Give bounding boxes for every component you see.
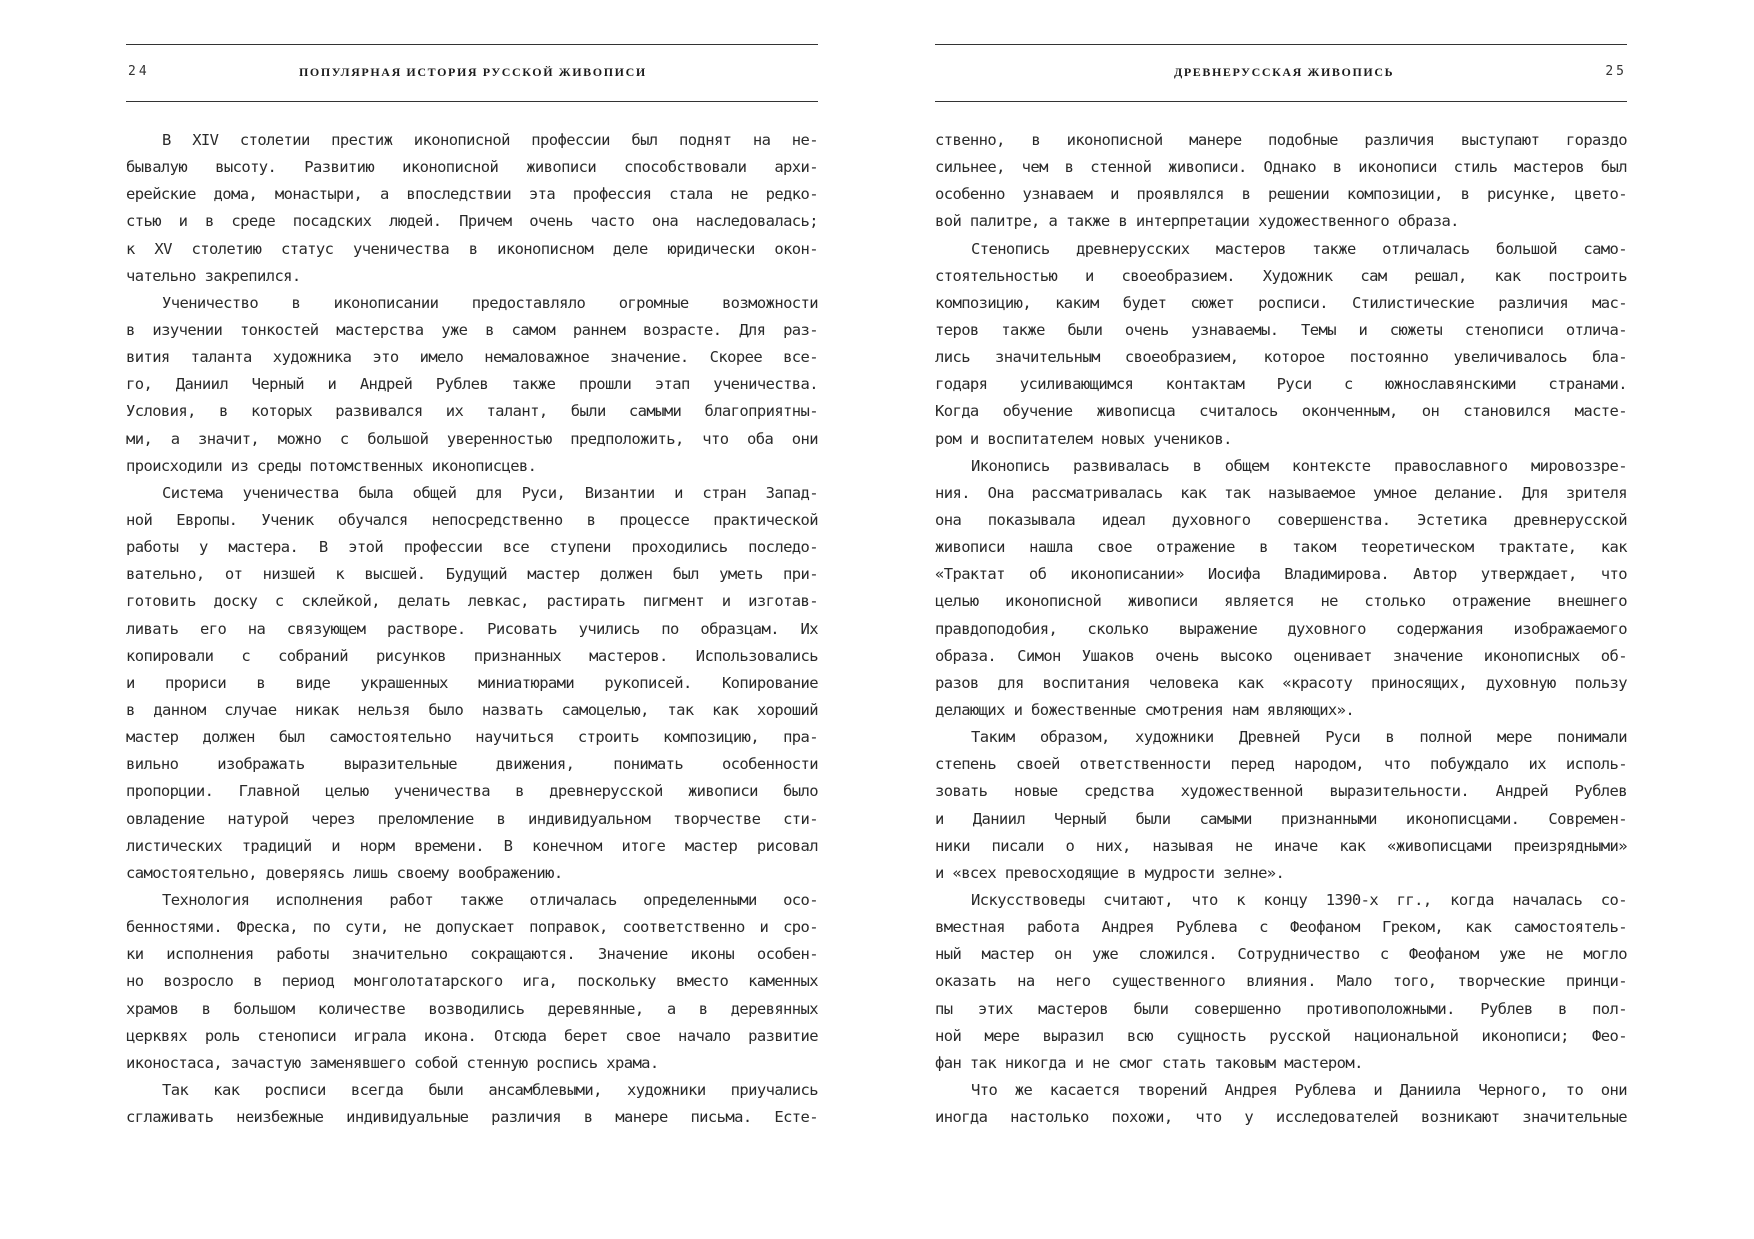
page-number: 25 xyxy=(1605,64,1627,79)
text-line: стью и в среде посадских людей. Причем очень часто она наследовалась; xyxy=(126,212,818,231)
text-line: теров также были очень узнаваемы. Темы и сюжеты стенописи отлича- xyxy=(935,320,1627,339)
text-line: оказать на него существенного влияния. Мало того, творческие принци- xyxy=(935,972,1627,991)
page-number: 24 xyxy=(128,64,150,79)
text-line: работы у мастера. В этой профессии все ступени проходились последо- xyxy=(126,538,818,557)
text-line: Ученичество в иконописании предоставляло огромные возможности xyxy=(162,293,818,312)
text-line: годаря усиливающимся контактам Руси с южнославянскими странами. xyxy=(935,375,1627,394)
text-line: вильно изображать выразительные движения, понимать особенности xyxy=(126,755,818,774)
text-line: образа. Симон Ушаков очень высоко оценивает значение иконописных об- xyxy=(935,646,1627,665)
text-line: иногда настолько похожи, что у исследователей возникают значительные xyxy=(935,1108,1627,1127)
right-page xyxy=(935,0,1627,1239)
text-line: Так как росписи всегда были ансамблевыми, художники приучались xyxy=(162,1080,818,1099)
text-line: степень своей ответственности перед народом, что побуждало их исполь- xyxy=(935,755,1627,774)
running-head xyxy=(126,62,818,84)
header-rule-top xyxy=(126,44,818,45)
text-line: ственно, в иконописной манере подобные различия выступают гораздо xyxy=(935,131,1627,149)
text-line: она показывала идеал духовного совершенства. Эстетика древнерусской xyxy=(935,510,1627,529)
text-line: в данном случае никак нельзя было назвать самоцелью, так как хороший xyxy=(126,700,818,719)
text-line: делающих и божественные смотрения нам являющих». xyxy=(935,700,1355,719)
left-page xyxy=(126,0,818,1239)
text-line: Когда обучение живописца считалось оконченным, он становился масте- xyxy=(935,402,1627,421)
body-text xyxy=(935,127,1627,1131)
text-line: ния. Она рассматривалась как так называемое умное делание. Для зрителя xyxy=(935,483,1627,502)
running-head-title: ПОПУЛЯРНАЯ ИСТОРИЯ РУССКОЙ ЖИВОПИСИ xyxy=(299,65,647,79)
text-line: листических традиций и норм времени. В конечном итоге мастер рисовал xyxy=(126,836,818,855)
text-line: ерейские дома, монастыри, а впоследствии эта профессия стала не редко- xyxy=(126,185,818,204)
text-line: ной Европы. Ученик обучался непосредственно в процессе практической xyxy=(126,510,818,529)
text-line: пы этих мастеров были совершенно противоположными. Рублев в пол- xyxy=(935,999,1627,1018)
text-line: целью иконописной живописи является не столько отражение внешнего xyxy=(935,592,1627,611)
text-line: храмов в большом количестве возводились деревянные, а в деревянных xyxy=(126,999,818,1018)
text-line: пропорции. Главной целью ученичества в древнерусской живописи было xyxy=(126,782,818,801)
text-line: мастер должен был самостоятельно научиться строить композицию, пра- xyxy=(126,728,818,747)
text-line: Что же касается творений Андрея Рублева и Даниила Черного, то они xyxy=(971,1080,1627,1099)
text-line: ливать его на связующем растворе. Рисовать учились по образцам. Их xyxy=(126,619,818,638)
text-line: ники писали о них, называя не иначе как «живописцами преизрядными» xyxy=(935,836,1627,855)
text-line: овладение натурой через преломление в индивидуальном творчестве сти- xyxy=(126,809,818,828)
text-line: ми, а значит, можно с большой уверенностью предположить, что оба они xyxy=(126,429,818,448)
text-line: ной мере выразил всю сущность русской национальной иконописи; Фео- xyxy=(935,1026,1627,1045)
body-text xyxy=(126,127,818,1131)
header-rule-bottom xyxy=(126,101,818,102)
text-line: самостоятельно, доверяясь лишь своему воображению. xyxy=(126,863,563,882)
text-line: Система ученичества была общей для Руси, Византии и стран Запад- xyxy=(162,483,818,502)
running-head xyxy=(935,62,1627,84)
text-line: лись значительным своеобразием, которое постоянно увеличивалось бла- xyxy=(935,348,1627,367)
text-line: иконостаса, зачастую заменявшего собой стенную роспись храма. xyxy=(126,1053,659,1072)
text-line: Таким образом, художники Древней Руси в полной мере понимали xyxy=(971,728,1627,747)
text-line: в изучении тонкостей мастерства уже в самом раннем возрасте. Для раз- xyxy=(126,320,818,339)
text-line: вития таланта художника это имело немаловажное значение. Скорее все- xyxy=(126,348,818,367)
text-line: и «всех превосходящие в мудрости зелне». xyxy=(935,863,1285,882)
text-line: разов для воспитания человека как «красоту приносящих, духовную пользу xyxy=(935,673,1627,692)
text-line: сглаживать неизбежные индивидуальные различия в манере письма. Есте- xyxy=(126,1108,818,1127)
text-line: ром и воспитателем новых учеников. xyxy=(935,429,1232,448)
text-line: Стенопись древнерусских мастеров также отличалась большой само- xyxy=(971,239,1627,258)
text-line: Условия, в которых развивался их талант, были самыми благоприятны- xyxy=(126,402,818,421)
text-line: ный мастер он уже сложился. Сотрудничество с Феофаном уже не могло xyxy=(935,945,1627,964)
text-line: «Трактат об иконописании» Иосифа Владимирова. Автор утверждает, что xyxy=(935,565,1627,584)
text-line: чательно закрепился. xyxy=(126,266,301,285)
text-line: Иконопись развивалась в общем контексте православного мировоззре- xyxy=(971,456,1627,475)
text-line: вой палитре, а также в интерпретации художественного образа. xyxy=(935,212,1459,231)
text-line: и Даниил Черный были самыми признанными иконописцами. Современ- xyxy=(935,809,1627,828)
text-line: стоятельностью и своеобразием. Художник сам решал, как построить xyxy=(935,266,1627,285)
text-line: церквях роль стенописи играла икона. Отсюда берет свое начало развитие xyxy=(126,1026,818,1045)
header-rule-top xyxy=(935,44,1627,45)
text-line: сильнее, чем в стенной живописи. Однако в иконописи стиль мастеров был xyxy=(935,158,1627,177)
text-line: бывалую высоту. Развитию иконописной живописи способствовали архи- xyxy=(126,158,818,177)
text-line: Искусствоведы считают, что к концу 1390-х гг., когда началась со- xyxy=(971,890,1627,909)
text-line: особенно узнаваем и проявлялся в решении композиции, в рисунке, цвето- xyxy=(935,185,1627,204)
header-rule-bottom xyxy=(935,101,1627,102)
text-line: композицию, каким будет сюжет росписи. Стилистические различия мас- xyxy=(935,293,1627,312)
text-line: происходили из среды потомственных иконописцев. xyxy=(126,456,537,475)
text-line: вательно, от низшей к высшей. Будущий мастер должен был уметь при- xyxy=(126,565,818,584)
text-line: к XV столетию статус ученичества в иконописном деле юридически окон- xyxy=(126,239,818,258)
text-line: зовать новые средства художественной выразительности. Андрей Рублев xyxy=(935,782,1627,801)
text-line: готовить доску с склейкой, делать левкас, растирать пигмент и изготав- xyxy=(126,592,818,611)
text-line: ки исполнения работы значительно сокращаются. Значение иконы особен- xyxy=(126,945,818,964)
text-line: копировали с собраний рисунков признанных мастеров. Использовались xyxy=(126,646,818,665)
text-line: и прориси в виде украшенных миниатюрами рукописей. Копирование xyxy=(126,673,818,692)
text-line: В XIV столетии престиж иконописной профессии был поднят на не- xyxy=(162,131,818,149)
text-line: живописи нашла свое отражение в таком теоретическом трактате, как xyxy=(935,538,1627,557)
text-line: го, Даниил Черный и Андрей Рублев также прошли этап ученичества. xyxy=(126,375,818,394)
running-head-title: ДРЕВНЕРУССКАЯ ЖИВОПИСЬ xyxy=(1174,65,1395,79)
text-line: но возросло в период монголотатарского ига, поскольку вместо каменных xyxy=(126,972,818,991)
text-line: фан так никогда и не смог стать таковым мастером. xyxy=(935,1053,1363,1072)
text-line: бенностями. Фреска, по сути, не допускает поправок, соответственно и сро- xyxy=(126,918,818,937)
text-line: Технология исполнения работ также отличалась определенными осо- xyxy=(162,890,818,909)
text-line: правдоподобия, сколько выражение духовного содержания изображаемого xyxy=(935,619,1627,638)
text-line: вместная работа Андрея Рублева с Феофаном Греком, как самостоятель- xyxy=(935,918,1627,937)
